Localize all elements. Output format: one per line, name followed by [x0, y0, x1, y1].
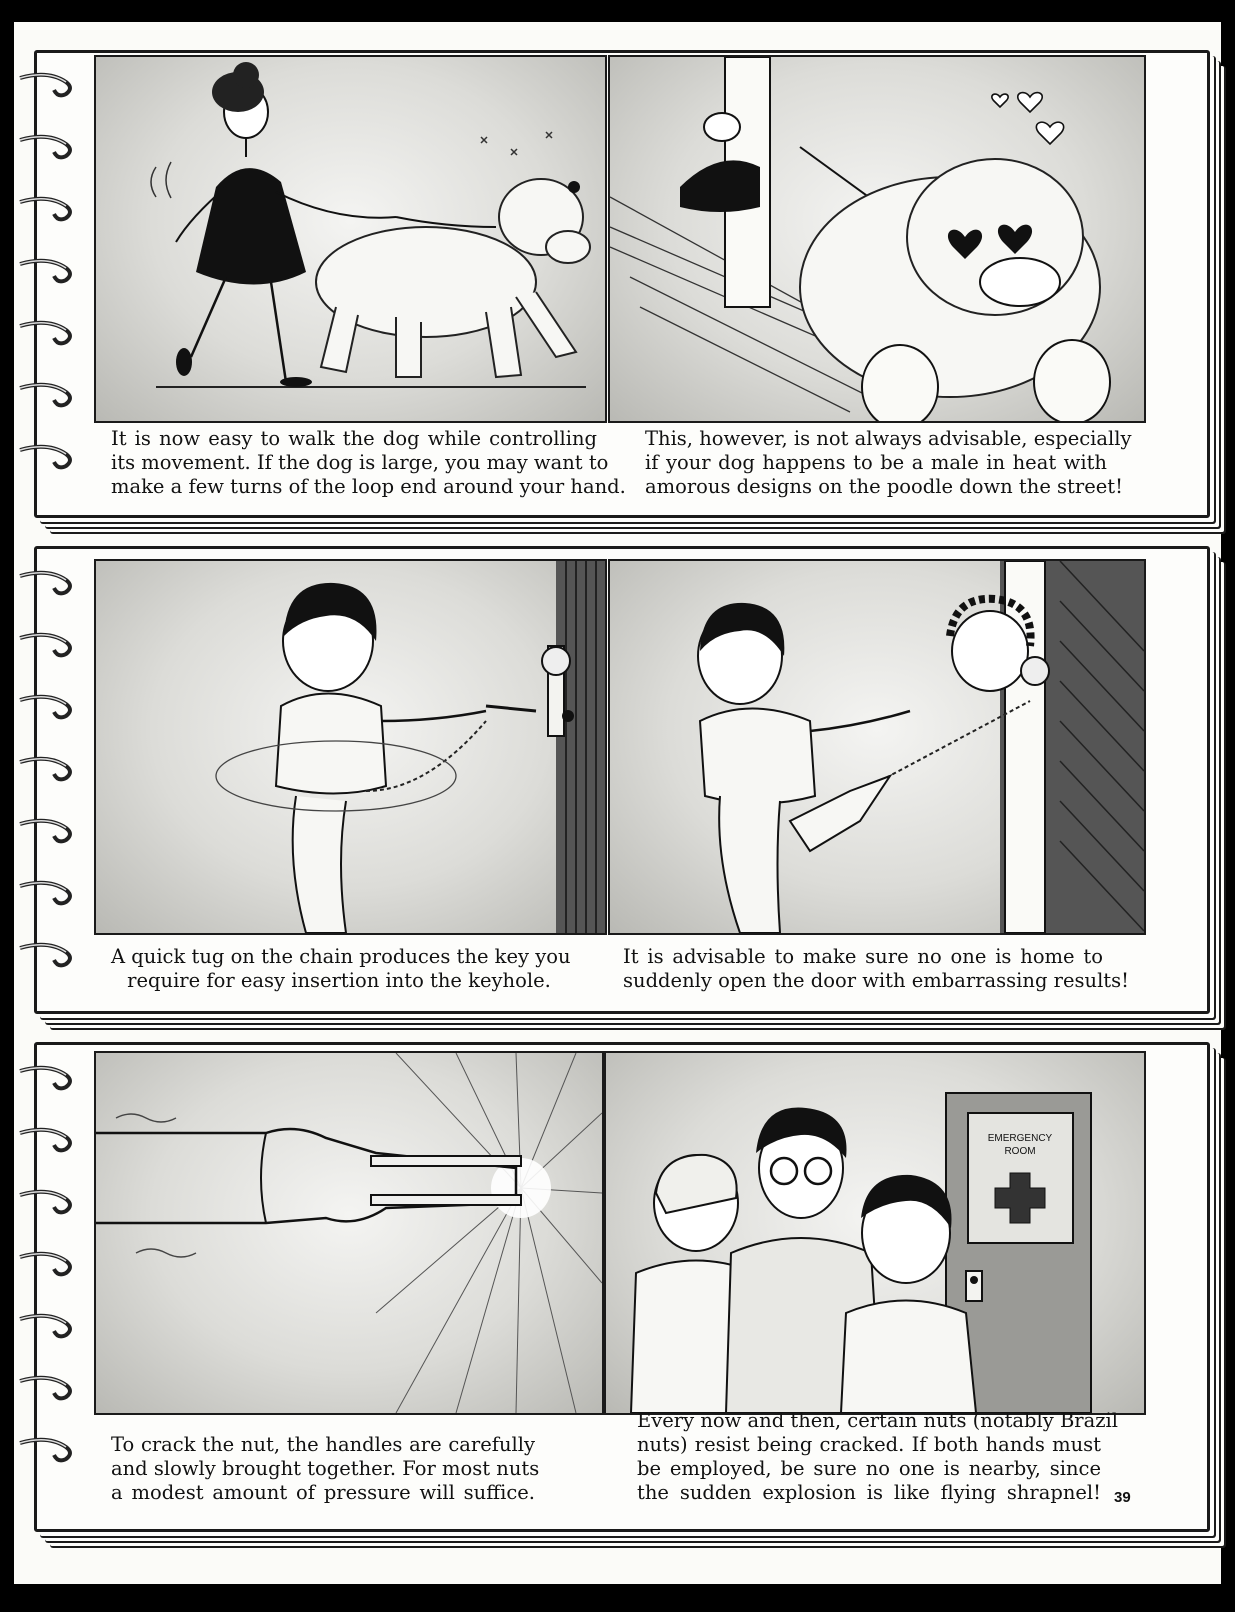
- binding-ring-icon: [18, 1127, 76, 1153]
- caption-make-sure: [623, 945, 1129, 993]
- binding-ring-icon: [18, 72, 76, 98]
- door-opens-illustration: [610, 561, 1144, 933]
- binding-ring-icon: [18, 196, 76, 222]
- panel-key-on-chain: [94, 559, 607, 935]
- caption-line: Every now and then, certain nuts (notably Brazil: [637, 1409, 1118, 1432]
- binding-ring-icon: [18, 1189, 76, 1215]
- key-chain-illustration: [96, 561, 605, 933]
- caption-line: A quick tug on the chain produces the key you: [111, 945, 571, 968]
- binding-ring-icon: [18, 942, 76, 968]
- caption-line: suddenly open the door with embarrassing results!: [623, 969, 1129, 992]
- caption-line: and slowly brought together. For most nuts: [111, 1457, 540, 1480]
- binding-ring-icon: [18, 444, 76, 470]
- panel-dog-dragging-woman: [608, 55, 1146, 423]
- binding-ring-icon: [18, 632, 76, 658]
- binding-ring-icon: [18, 818, 76, 844]
- binding-ring-icon: [18, 258, 76, 284]
- caption-brazil-nuts: [637, 1409, 1118, 1505]
- binding-ring-icon: [18, 1251, 76, 1277]
- dog-drag-illustration: [610, 57, 1144, 421]
- binding-ring-icon: [18, 694, 76, 720]
- caption-line: its movement. If the dog is large, you may want to: [111, 451, 609, 474]
- dog-walk-illustration: [96, 57, 605, 421]
- binding-ring-icon: [18, 320, 76, 346]
- comic-strip-1: [34, 50, 1210, 518]
- binding-ring-icon: [18, 1065, 76, 1091]
- binding-ring-icon: [18, 756, 76, 782]
- page-number: 39: [1114, 1489, 1131, 1506]
- caption-crack-nut: [111, 1433, 540, 1505]
- caption-line: require for easy insertion into the keyhole.: [127, 969, 551, 992]
- emergency-sign-line-1: EMERGENCY: [987, 1133, 1053, 1144]
- caption-line: if your dog happens to be a male in heat with: [645, 451, 1107, 474]
- panel-woman-walking-dog: [94, 55, 607, 423]
- caption-quick-tug: [111, 945, 571, 993]
- emergency-sign-line-2: ROOM: [1004, 1146, 1036, 1157]
- binding-ring-icon: [18, 134, 76, 160]
- binding-ring-icon: [18, 1313, 76, 1339]
- caption-line: This, however, is not always advisable, especially: [645, 427, 1132, 450]
- caption-line: amorous designs on the poodle down the street!: [645, 475, 1123, 498]
- panel-cracking-nut: [94, 1051, 604, 1415]
- comic-page: [14, 22, 1221, 1584]
- caption-line: the sudden explosion is like flying shrapnel!: [637, 1481, 1101, 1504]
- caption-line: make a few turns of the loop end around your hand.: [111, 475, 626, 498]
- caption-line: It is advisable to make sure no one is home to: [623, 945, 1103, 968]
- binding-ring-icon: [18, 880, 76, 906]
- binding-ring-icon: [18, 1375, 76, 1401]
- nut-cracking-illustration: [96, 1053, 602, 1413]
- caption-line: be employed, be sure no one is nearby, since: [637, 1457, 1101, 1480]
- panel-door-opens: [608, 559, 1146, 935]
- panel-emergency-room: [604, 1051, 1146, 1415]
- caption-not-advisable: [645, 427, 1132, 499]
- caption-walk-dog: [111, 427, 626, 499]
- caption-line: To crack the nut, the handles are carefully: [111, 1433, 535, 1456]
- emergency-room-illustration: [606, 1053, 1144, 1413]
- comic-strip-3: [34, 1042, 1210, 1532]
- caption-line: a modest amount of pressure will suffice.: [111, 1481, 535, 1504]
- binding-ring-icon: [18, 1437, 76, 1463]
- binding-ring-icon: [18, 382, 76, 408]
- binding-ring-icon: [18, 570, 76, 596]
- comic-strip-2: [34, 546, 1210, 1014]
- caption-line: nuts) resist being cracked. If both hands must: [637, 1433, 1101, 1456]
- caption-line: It is now easy to walk the dog while controlling: [111, 427, 597, 450]
